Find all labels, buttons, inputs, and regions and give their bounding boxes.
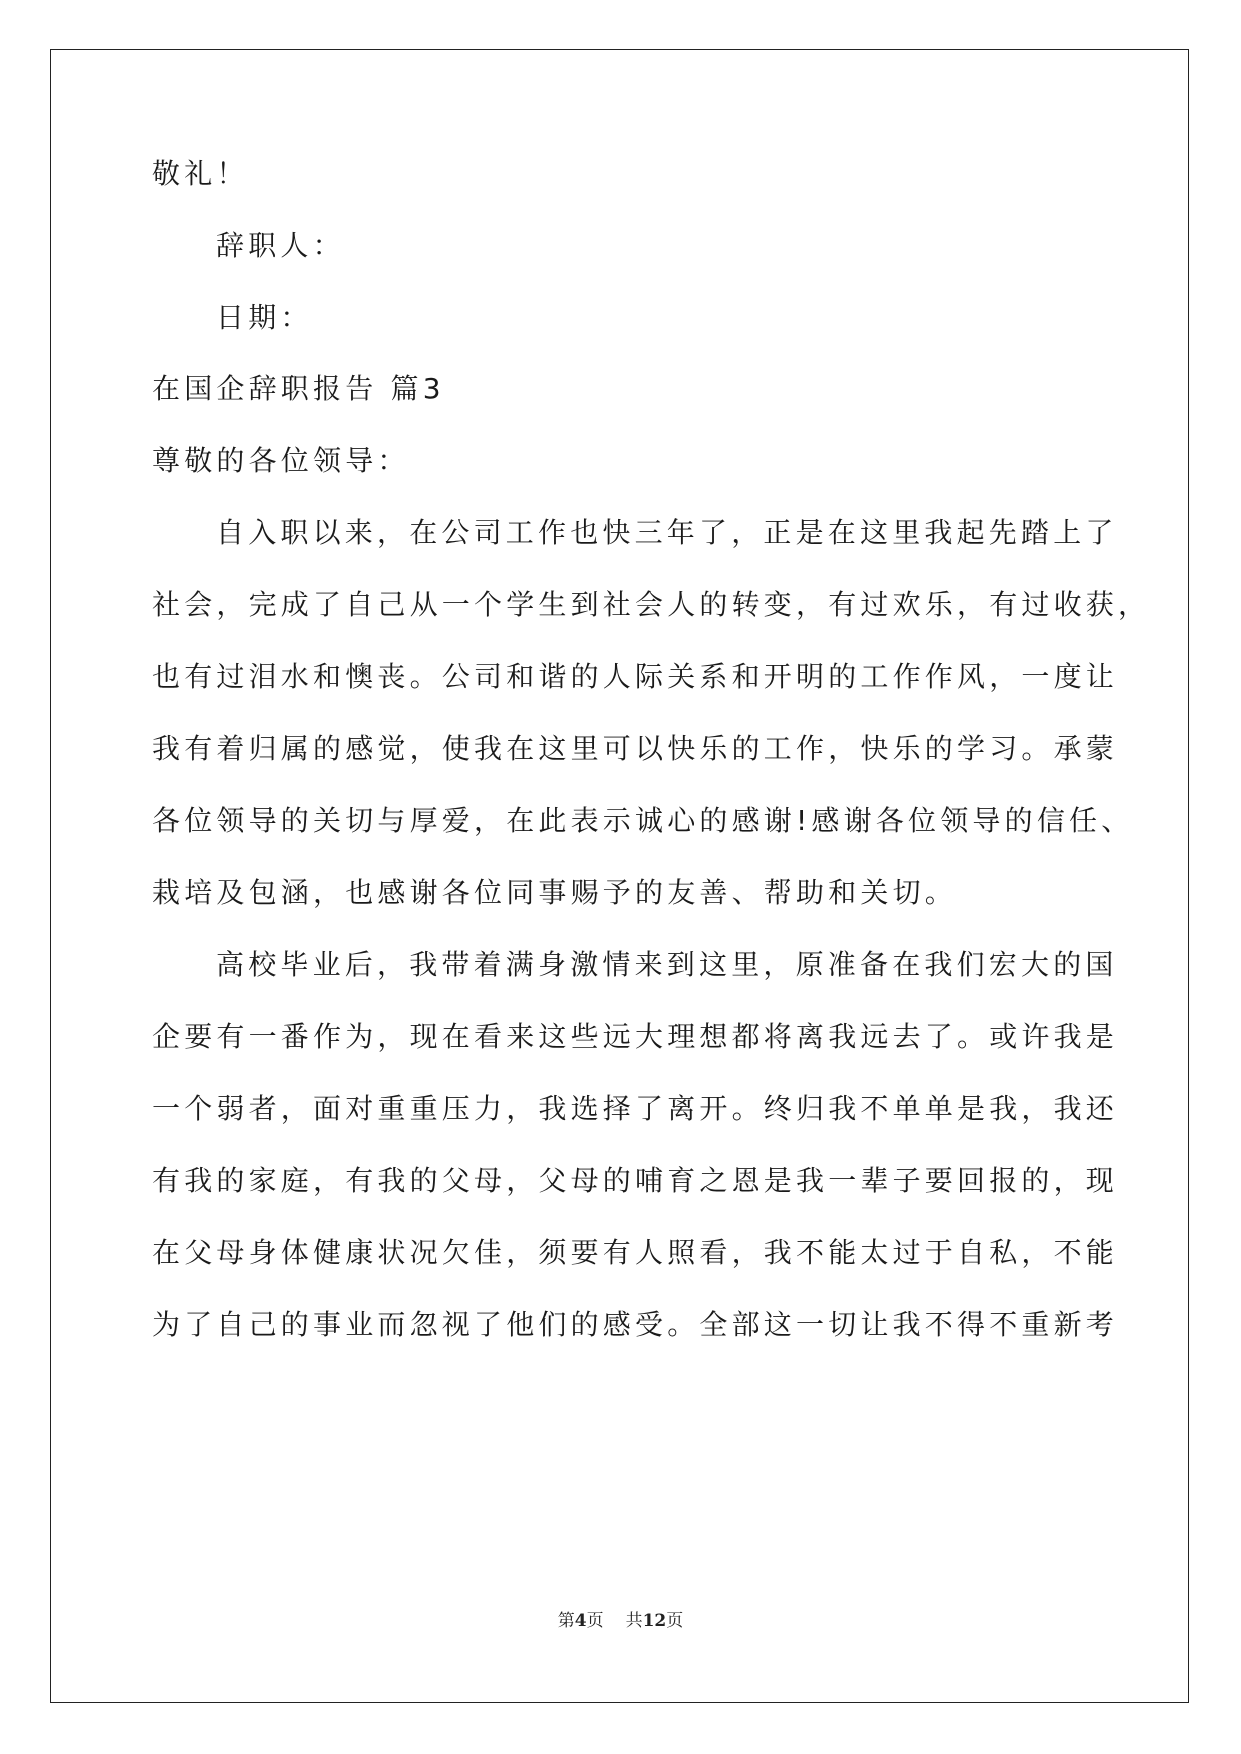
body-line: 高校毕业后，我带着满身激情来到这里，原准备在我们宏大的国 <box>216 948 1118 981</box>
body-line: 有我的家庭，有我的父母，父母的哺育之恩是我一辈子要回报的，现 <box>152 1164 1119 1197</box>
total-prefix: 共 <box>625 1611 643 1631</box>
total-suffix: 页 <box>666 1611 684 1631</box>
body-line: 各位领导的关切与厚爱，在此表示诚心的感谢!感谢各位领导的信任、 <box>152 804 1134 837</box>
body-line: 一个弱者，面对重重压力，我选择了离开。终归我不单单是我，我还 <box>152 1092 1119 1125</box>
body-line: 也有过泪水和懊丧。公司和谐的人际关系和开明的工作作风，一度让 <box>152 660 1119 693</box>
signature-label: 辞职人： <box>216 229 345 262</box>
body-line: 企要有一番作为，现在看来这些远大理想都将离我远去了。或许我是 <box>152 1020 1119 1053</box>
page-suffix: 页 <box>586 1611 604 1631</box>
page-prefix: 第 <box>557 1611 575 1631</box>
body-line: 社会，完成了自己从一个学生到社会人的转变，有过欢乐，有过收获， <box>152 588 1151 621</box>
closing-text: 敬礼！ <box>152 157 249 190</box>
body-line: 自入职以来，在公司工作也快三年了，正是在这里我起先踏上了 <box>216 516 1118 549</box>
salutation: 尊敬的各位领导： <box>152 444 410 477</box>
body-line: 我有着归属的感觉，使我在这里可以快乐的工作，快乐的学习。承蒙 <box>152 732 1119 765</box>
body-line: 栽培及包涵，也感谢各位同事赐予的友善、帮助和关切。 <box>152 876 958 909</box>
body-line: 在父母身体健康状况欠佳，须要有人照看，我不能太过于自私，不能 <box>152 1236 1119 1269</box>
page-total: 12 <box>642 1611 667 1631</box>
section-title: 在国企辞职报告 篇3 <box>152 372 445 405</box>
body-line: 为了自己的事业而忽视了他们的感受。全部这一切让我不得不重新考 <box>152 1308 1119 1341</box>
page-footer <box>0 1610 1241 1632</box>
page-current: 4 <box>574 1611 587 1631</box>
date-label: 日期： <box>216 301 313 334</box>
